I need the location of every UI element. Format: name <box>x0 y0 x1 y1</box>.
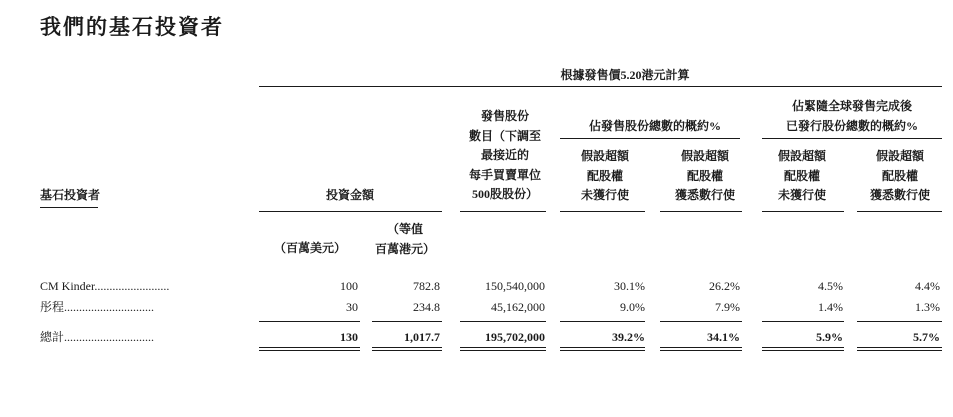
total-rule <box>857 321 942 322</box>
double-rule <box>460 347 546 348</box>
total-label: 總計 <box>40 330 65 344</box>
price-header-rule <box>259 86 942 87</box>
cell-offer-not: 9.0% <box>620 300 645 314</box>
group-issued-rule <box>762 138 942 139</box>
sub-line: 配股權 <box>586 168 623 183</box>
leader-dots: .............................. <box>64 300 155 314</box>
sub-line: 配股權 <box>783 168 820 183</box>
leader-dots: .............................. <box>64 330 155 344</box>
sub-rule <box>660 211 742 212</box>
cell-offer-full: 26.2% <box>709 279 740 293</box>
double-rule <box>857 347 942 348</box>
group-offer-rule <box>560 138 740 139</box>
cell-issued-not: 4.5% <box>818 279 843 293</box>
table-row-name <box>40 278 236 294</box>
col-shares-line: 數目（下調至 <box>468 128 541 143</box>
cell-issued-not: 1.4% <box>818 300 843 314</box>
total-rule <box>660 321 742 322</box>
sub-line: 獲悉數行使 <box>869 188 930 202</box>
double-rule <box>460 350 546 351</box>
cell-issued-full: 1.3% <box>915 300 940 314</box>
sub-issued-not-exercised <box>762 147 842 206</box>
amount-header-rule <box>259 211 442 212</box>
double-rule <box>259 350 360 351</box>
cell-shares: 195,702,000 <box>485 330 545 344</box>
total-rule <box>762 321 844 322</box>
sub-rule <box>762 211 844 212</box>
col-shares-line: 發售股份 <box>480 109 529 123</box>
double-rule <box>660 347 742 348</box>
col-shares-line: 每手買賣單位 <box>468 167 541 182</box>
double-rule <box>560 350 645 351</box>
sub-line: 假設超額 <box>580 149 629 163</box>
cell-offer-full: 34.1% <box>707 330 740 344</box>
unit-hkd-line: （等值 <box>386 222 423 236</box>
page-title: 我們的基石投資者 <box>40 15 224 39</box>
sub-line: 獲悉數行使 <box>674 188 735 202</box>
sub-issued-fully-exercised <box>855 147 945 206</box>
group-issued-line: 佔緊隨全球發售完成後 <box>791 99 912 113</box>
total-rule <box>460 321 546 322</box>
cell-issued-not: 5.9% <box>816 330 843 344</box>
sub-rule <box>560 211 645 212</box>
col-investor-header: 基石投資者 <box>40 188 101 202</box>
sub-line: 假設超額 <box>875 149 924 163</box>
double-rule <box>660 350 742 351</box>
sub-line: 未獲行使 <box>580 188 629 202</box>
cell-shares: 150,540,000 <box>485 279 545 293</box>
sub-offer-not-exercised <box>565 147 645 206</box>
cell-usd: 130 <box>340 330 358 344</box>
cell-hkd: 1,017.7 <box>404 330 440 344</box>
sub-offer-fully-exercised <box>660 147 750 206</box>
group-issued-line: 已發行股份總數的概約% <box>785 118 918 133</box>
cell-hkd: 782.8 <box>413 279 440 293</box>
cell-hkd: 234.8 <box>413 300 440 314</box>
sub-line: 假設超額 <box>680 149 729 163</box>
unit-usd: （百萬美元） <box>273 241 346 255</box>
sub-rule <box>857 211 942 212</box>
double-rule <box>372 350 442 351</box>
double-rule <box>762 350 844 351</box>
total-rule <box>560 321 645 322</box>
shares-header-rule <box>460 211 546 212</box>
double-rule <box>372 347 442 348</box>
double-rule <box>762 347 844 348</box>
unit-hkd <box>365 220 445 259</box>
cell-usd: 30 <box>346 300 358 314</box>
double-rule <box>560 347 645 348</box>
col-shares-line: 500股股份） <box>471 187 538 201</box>
investor-name: CM Kinder <box>40 279 95 293</box>
price-header: 根據發售價5.20港元計算 <box>560 68 690 82</box>
table-row-name <box>40 299 236 315</box>
cell-offer-not: 30.1% <box>614 279 645 293</box>
col-shares-header <box>455 107 555 205</box>
col-shares-line: 最接近的 <box>480 148 529 162</box>
investor-header-rule <box>40 207 98 208</box>
group-issued-header <box>762 97 942 136</box>
cell-issued-full: 5.7% <box>913 330 940 344</box>
col-amount-header: 投資金額 <box>325 188 374 202</box>
sub-line: 未獲行使 <box>777 188 826 202</box>
unit-hkd-line: 百萬港元） <box>374 241 435 256</box>
group-offer-header: 佔發售股份總數的概約% <box>588 119 721 133</box>
investor-name: 彤程 <box>40 300 65 314</box>
total-rule <box>259 321 360 322</box>
sub-line: 配股權 <box>686 168 723 183</box>
cell-offer-not: 39.2% <box>612 330 645 344</box>
double-rule <box>259 347 360 348</box>
sub-line: 配股權 <box>881 168 918 183</box>
sub-line: 假設超額 <box>777 149 826 163</box>
table-row-name <box>40 329 236 345</box>
leader-dots: ......................... <box>94 279 170 293</box>
cell-usd: 100 <box>340 279 358 293</box>
total-rule <box>372 321 442 322</box>
cell-offer-full: 7.9% <box>715 300 740 314</box>
cell-issued-full: 4.4% <box>915 279 940 293</box>
double-rule <box>857 350 942 351</box>
cell-shares: 45,162,000 <box>491 300 545 314</box>
